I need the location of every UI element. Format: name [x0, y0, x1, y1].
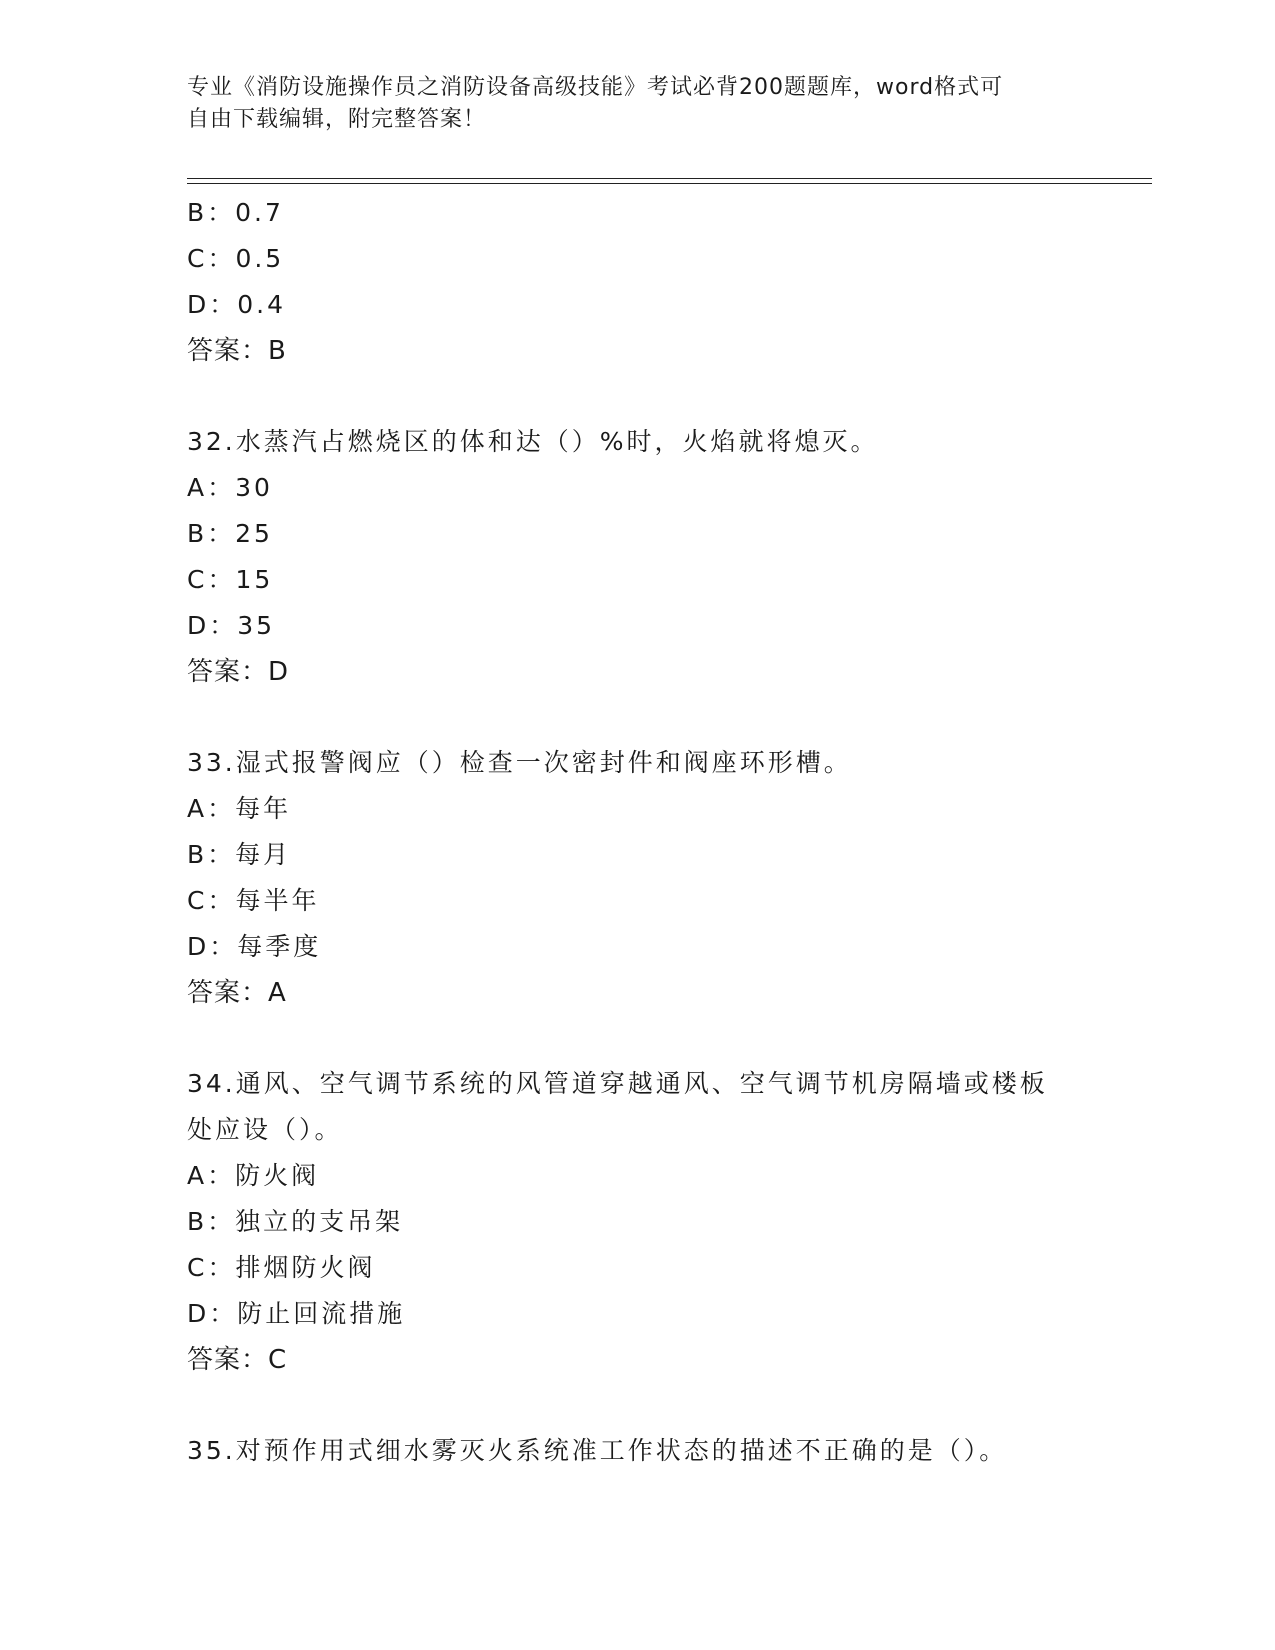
answer: 答案：A	[187, 978, 287, 1008]
option-c: C：每半年	[187, 886, 320, 915]
option-d: D：35	[187, 611, 276, 640]
question-list	[187, 190, 1087, 1474]
option-c: C：0.5	[187, 244, 285, 273]
option-b: B：0.7	[187, 198, 284, 227]
question-stem-line-1: 34.通风、空气调节系统的风管道穿越通风、空气调节机房隔墙或楼板	[187, 1069, 1048, 1098]
option-b: B：25	[187, 519, 273, 548]
option-d: D：每季度	[187, 932, 322, 961]
question-stem-line-2: 处应设（）。	[187, 1115, 343, 1144]
header-line-1: 专业《消防设施操作员之消防设备高级技能》考试必背200题题库，word格式可	[187, 75, 1004, 100]
answer: 答案：C	[187, 1345, 288, 1375]
header-divider-top	[187, 178, 1152, 179]
answer: 答案：B	[187, 336, 287, 366]
answer: 答案：D	[187, 657, 290, 687]
option-b: B：每月	[187, 840, 292, 869]
option-b: B：独立的支吊架	[187, 1207, 404, 1236]
question-stem: 35.对预作用式细水雾灭火系统准工作状态的描述不正确的是（）。	[187, 1436, 1008, 1465]
option-a: A：防火阀	[187, 1161, 320, 1190]
question-35	[187, 1428, 1087, 1474]
option-d: D：防止回流措施	[187, 1299, 406, 1328]
option-a: A：30	[187, 473, 273, 502]
option-c: C：排烟防火阀	[187, 1253, 376, 1282]
question-34	[187, 1061, 1087, 1383]
header-line-2: 自由下载编辑，附完整答案！	[187, 107, 487, 132]
question-32	[187, 419, 1087, 695]
option-c: C：15	[187, 565, 274, 594]
question-33	[187, 740, 1087, 1016]
option-d: D：0.4	[187, 290, 287, 319]
document-header	[187, 72, 1067, 136]
question-stem: 32.水蒸汽占燃烧区的体和达（）%时，火焰就将熄灭。	[187, 427, 879, 456]
option-a: A：每年	[187, 794, 292, 823]
question-31	[187, 190, 1087, 374]
header-divider-bottom	[187, 183, 1152, 184]
question-stem: 33.湿式报警阀应（）检查一次密封件和阀座环形槽。	[187, 748, 852, 777]
